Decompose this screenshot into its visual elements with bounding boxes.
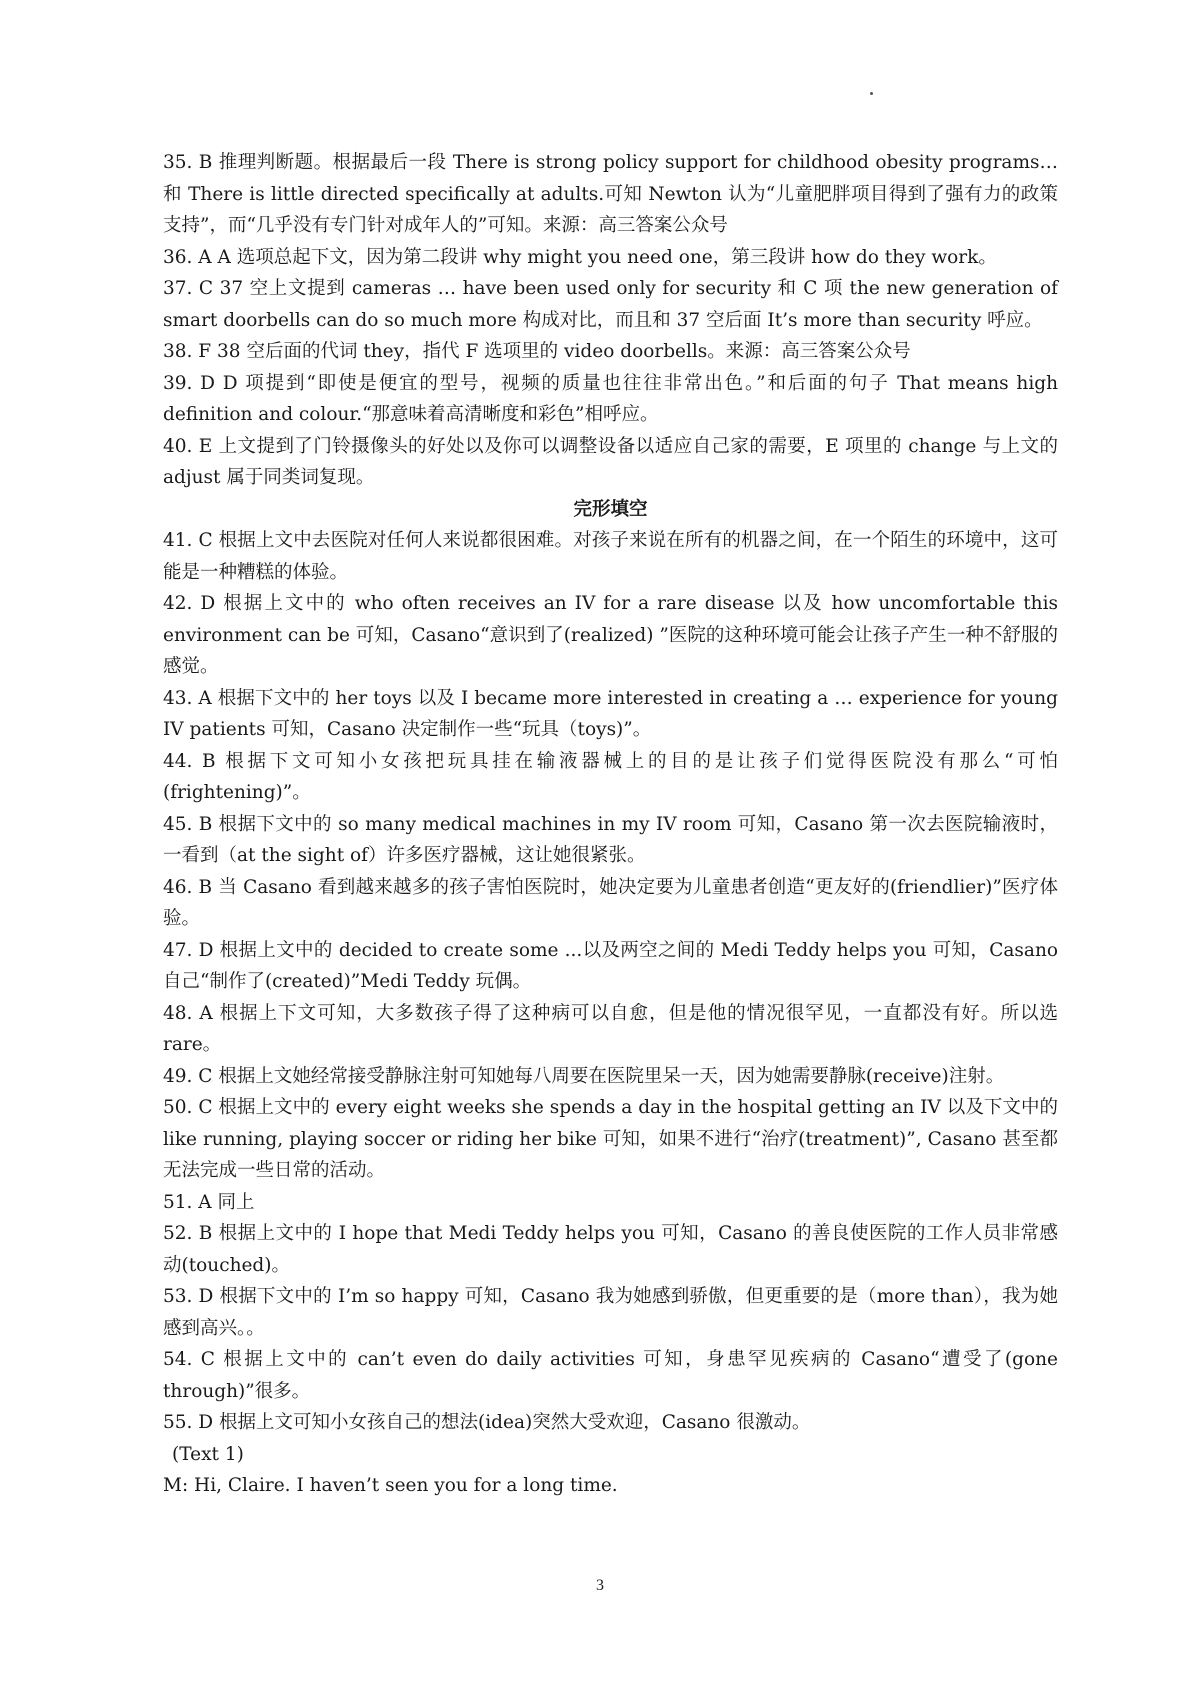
answer-explanations [163,147,1058,1502]
answer-49: 49. C 根据上文她经常接受静脉注射可知她每八周要在医院里呆一天，因为她需要静脉(receive)注射。 [163,1065,1005,1087]
answer-36: 36. A A 选项总起下文，因为第二段讲 why might you need one，第三段讲 how do they work。 [163,246,997,268]
answer-53: 53. D 根据下文中的 I’m so happy 可知，Casano 我为她感到骄傲，但更重要的是（more than），我为她感到高兴。。 [163,1286,1058,1339]
answer-54: 54. C 根据上文中的 can’t even do daily activities 可知，身患罕见疾病的 Casano“遭受了(gone through)”很多。 [163,1349,1058,1402]
answer-45: 45. B 根据下文中的 so many medical machines in my IV room 可知，Casano 第一次去医院输液时，一看到（at the sight of）许多医疗器械，这让她很紧张。 [163,813,1058,866]
answer-40: 40. E 上文提到了门铃摄像头的好处以及你可以调整设备以适应自己家的需要，E 项里的 change 与上文的 adjust 属于同类词复现。 [163,435,1058,488]
answer-48: 48. A 根据上下文可知，大多数孩子得了这种病可以自愈，但是他的情况很罕见，一直都没有好。所以选 rare。 [163,1002,1058,1055]
answer-38: 38. F 38 空后面的代词 they，指代 F 选项里的 video doorbells。来源：高三答案公众号 [163,341,911,362]
page-number: 3 [596,1577,604,1594]
answer-42: 42. D 根据上文中的 who often receives an IV for a rare disease 以及 how uncomfortable this environment can be 可知，Casano“意识到了(realized) ”医院的这种环境可能会让孩子产生一种不舒服的感觉。 [163,593,1058,677]
answer-50: 50. C 根据上文中的 every eight weeks she spends a day in the hospital getting an IV 以及下文中的 like running, playing soccer or riding her bike 可知，如果不进行“治疗(treatment)”, Casano 甚至都无法完成一些日常的活动。 [163,1097,1058,1181]
answer-46: 46. B 当 Casano 看到越来越多的孩子害怕医院时，她决定要为儿童患者创造“更友好的(friendlier)”医疗体验。 [163,876,1058,929]
answer-44: 44. B 根据下文可知小女孩把玩具挂在输液器械上的目的是让孩子们觉得医院没有那么“可怕(frightening)”。 [163,750,1058,803]
answer-47: 47. D 根据上文中的 decided to create some ...以及两空之间的 Medi Teddy helps you 可知，Casano 自己“制作了(created)”Medi Teddy 玩偶。 [163,939,1058,992]
section-heading-cloze: 完形填空 [573,498,648,520]
answer-43: 43. A 根据下文中的 her toys 以及 I became more interested in creating a … experience for young IV patients 可知，Casano 决定制作一些“玩具（toys)”。 [163,687,1058,740]
answer-52: 52. B 根据上文中的 I hope that Medi Teddy helps you 可知，Casano 的善良使医院的工作人员非常感动(touched)。 [163,1223,1058,1276]
answer-35: 35. B 推理判断题。根据最后一段 There is strong policy support for childhood obesity programs…和 There is little directed specifically at adults.可知 Newton 认为“儿童肥胖项目得到了强有力的政策支持”，而“几乎没有专门针对成年人的”可知。来源：高三答案公众号 [163,152,1058,236]
page-mark [870,92,873,95]
answer-41: 41. C 根据上文中去医院对任何人来说都很困难。对孩子来说在所有的机器之间，在一个陌生的环境中，这可能是一种糟糕的体验。 [163,530,1058,583]
answer-39: 39. D D 项提到“即使是便宜的型号，视频的质量也往往非常出色。”和后面的句子 That means high definition and colour.“那意味着高清晰度和彩色”相呼应。 [163,372,1058,425]
dialogue-line: M: Hi, Claire. I haven’t seen you for a long time. [163,1475,618,1496]
answer-55: 55. D 根据上文可知小女孩自己的想法(idea)突然大受欢迎，Casano 很激动。 [163,1412,811,1433]
answer-37: 37. C 37 空上文提到 cameras … have been used only for security 和 C 项 the new generation of smart doorbells can do so much more 构成对比，而且和 37 空后面 It’s more than security 呼应。 [163,278,1058,331]
listening-text-title: (Text 1) [172,1443,244,1465]
answer-51: 51. A 同上 [163,1191,255,1213]
